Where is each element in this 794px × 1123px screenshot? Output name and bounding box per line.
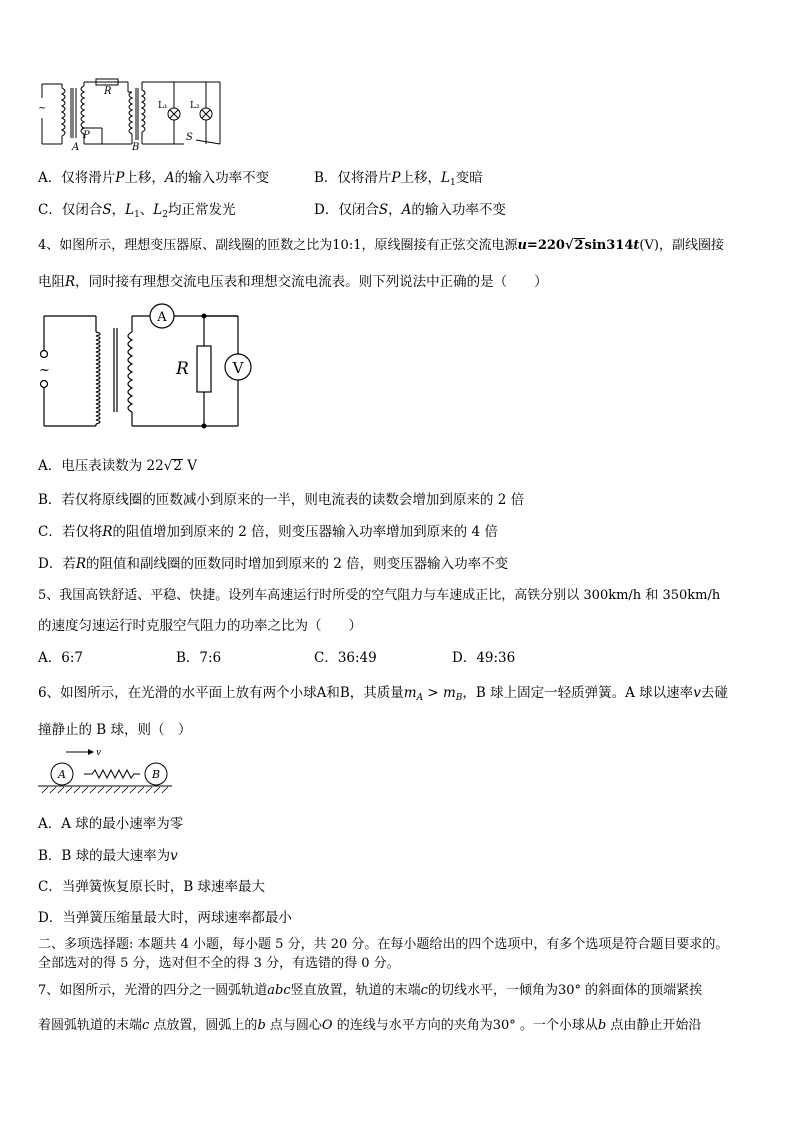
q3-option-a [38,166,269,186]
q7-l2-a: 着圆弧轨道的末端 [38,1018,143,1033]
q7-l2-o: O [321,1018,333,1033]
q3-option-c-tail: 均正常发光 [168,202,236,218]
q3-option-c-sep: 、 [139,202,154,218]
q6-option-b-pre: B．B 球的最大速率为 [38,848,171,864]
q6-stem-m1: m [403,685,417,701]
q4-stem-t: t [633,238,640,253]
q3-option-c-l1sub: 1 [134,210,140,220]
q3-option-a-prefix: A．仅将滑片 [38,170,116,186]
q6-stem-v: v [693,685,701,701]
q5-option-c: C．36:49 [314,650,377,666]
q5-option-b: B．7:6 [176,650,222,666]
q4-option-c-pre: C．若仅将 [38,524,103,540]
q7-l1-a: 7、如图所示，光滑的四分之一圆弧轨道 [38,983,268,998]
q4-stem-line2 [38,270,548,290]
q6-collision-figure [38,746,178,796]
q7-stem-line2 [38,1014,701,1033]
q6-option-c: C．当弹簧恢复原长时，B 球速率最大 [38,879,266,895]
q4-option-b-text: B．若仅将原线圈的匝数减小到原来的一半，则电流表的读数会增加到原来的 2 倍 [38,492,525,508]
q6-stem-m2: m [442,685,456,701]
q4-stem2-b: ，同时接有理想交流电压表和理想交流电流表。则下列说法中正确的是（ ） [75,274,548,290]
q7-l2-e: 的连线与水平方向的夹角为30° 。一个小球从 [332,1018,598,1033]
q4-option-a: A．电压表读数为 22√2 V [38,458,197,474]
q3-option-b-lsub: 1 [449,178,456,188]
q3-option-d-a: A [401,202,412,218]
q3-option-b-l: L [441,170,450,186]
q7-l2-bb: b [257,1018,266,1033]
q4-option-d-tail: 的阻值和副线圈的匝数同时增加到原来的 2 倍，则变压器输入功率不变 [86,556,509,572]
q3-option-c [38,198,236,220]
q4-option-a-unit: V [182,458,197,474]
q5-option-d: D．49:36 [452,650,516,666]
q6-stem-gt: > [423,685,443,701]
q3-label-s: S [186,132,193,143]
q4-option-b [38,488,524,508]
q4-resistor-label: R [176,359,189,379]
q3-label-a: A [72,142,80,153]
q3-label-l2: L₂ [190,101,200,111]
q4-option-d-r: R [75,556,86,572]
q6-ball-b-label: B [151,768,161,781]
q3-option-c-s: S [102,202,112,218]
q7-l2-d: 点与圆心 [265,1018,322,1033]
q5-stem-line2: 的速度匀速运行时克服空气阻力的功率之比为（ ） [38,618,362,634]
q3-label-l1: L₁ [158,101,168,111]
q5-option-a: A．6:7 [38,650,83,666]
q6-option-b-v: v [170,848,178,864]
q7-stem-line1 [38,979,702,998]
q3-option-b-mid: 上移， [400,170,442,186]
q3-option-c-comma: ， [111,202,126,218]
q3-option-b [314,166,483,188]
q4-stem2-a: 电阻 [38,274,65,290]
q4-stem-unit: (V)，副线圈接 [639,238,724,253]
q4-option-a-pre: A．电压表读数为 22 [38,458,164,474]
q7-l1-d: 的切线水平，一倾角为30° 的斜面体的顶端紧挨 [427,983,703,998]
section2-heading-line2: 全部选对的得 5 分，选对但不全的得 3 分，有选错的得 0 分。 [38,956,400,971]
q6-stem-line1 [38,681,728,703]
q3-option-b-tail: 变暗 [455,170,483,186]
q4-option-c-tail: 的阻值增加到原来的 2 倍，则变压器输入功率增加到原来的 4 倍 [112,524,498,540]
q7-l2-b: 点放置，圆弧上的 [149,1018,258,1033]
q7-l2-f: 点由静止开始沿 [606,1018,702,1033]
q4-stem-text: 4、如图所示，理想变压器原、副线圈的匝数之比为10:1，原线圈接有正弦交流电源 [38,238,518,253]
q4-stem-eq: =220 [526,238,565,253]
q4-option-a-root: 2 [173,458,182,474]
q6-stem-line2: 撞静止的 B 球，则（ ） [38,722,192,738]
q5-stem-line1: 5、我国高铁舒适、平稳、快捷。设列车高速运行时所受的空气阻力与车速成正比，高铁分别以 300km/h 和 350km/h [38,588,721,603]
q3-option-b-p: P [391,170,401,186]
q3-option-b-prefix: B．仅将滑片 [314,170,392,186]
q3-option-d [314,198,506,218]
q4-ammeter-label: A [157,310,167,325]
q3-option-d-comma: ， [388,202,402,218]
q6-option-a: A．A 球的最小速率为零 [38,816,184,832]
q7-l1-b: 竖直放置，轨道的末端 [290,983,421,998]
q4-stem-sin: sin314 [584,238,634,253]
q3-option-d-prefix: D．仅闭合 [314,202,379,218]
q3-option-a-p: P [115,170,125,186]
q4-stem-u: u [517,238,527,253]
q7-l2-c: c [142,1018,150,1033]
q4-option-c-r: R [102,524,113,540]
q7-l1-c: c [420,983,428,998]
q3-option-c-l1: L [125,202,135,218]
q3-circuit-figure [36,78,226,153]
q3-option-a-mid: 上移， [124,170,165,186]
q6-ball-a-label: A [58,768,66,781]
q3-ac-symbol: ~ [38,103,47,114]
q4-stem-root: 2 [574,238,584,253]
q4-option-d [38,552,508,572]
q6-stem-a: 6、如图所示，在光滑的水平面上放有两个小球A和B，其质量 [38,685,404,701]
q3-option-c-prefix: C．仅闭合 [38,202,103,218]
q3-option-c-l2sub: 2 [162,210,168,220]
q4-option-d-pre: D．若 [38,556,76,572]
q6-stem-b: ，B 球上固定一轻质弹簧。A 球以速率 [462,685,694,701]
q6-stem-m2sub: B [455,693,463,703]
q3-option-d-s: S [378,202,389,218]
q7-l1-abc: abc [267,983,291,998]
q3-option-d-tail: 的输入功率不变 [411,202,506,218]
q7-l2-b2: b [597,1018,607,1033]
q4-voltmeter-label: V [232,359,244,377]
q6-stem-m1sub: A [416,693,424,703]
q6-option-b [38,844,178,864]
q3-label-p: P [83,130,90,141]
q6-option-d: D．当弹簧压缩量最大时，两球速率都最小 [38,910,292,926]
q3-option-a-a: A [164,170,175,186]
q4-option-c [38,520,498,540]
q6-stem-c: 去碰 [700,685,728,701]
q3-option-c-l2: L [153,202,163,218]
q4-stem2-r: R [65,274,76,290]
q4-ac-symbol: ~ [39,363,50,378]
section2-heading-line1: 二、多项选择题: 本题共 4 小题，每小题 5 分，共 20 分。在每小题给出的四个选项中，有多个选项是符合题目要求的。 [38,937,729,952]
q4-stem-line1: 4、如图所示，理想变压器原、副线圈的匝数之比为10:1，原线圈接有正弦交流电源u=220√2sin314t(V)，副线圈接 [38,238,724,253]
q3-label-b: B [132,142,140,153]
q3-option-a-tail: 的输入功率不变 [174,170,270,186]
q3-label-r: R [104,86,112,97]
q6-velocity-label: v [96,748,102,758]
q4-transformer-figure [36,300,266,432]
